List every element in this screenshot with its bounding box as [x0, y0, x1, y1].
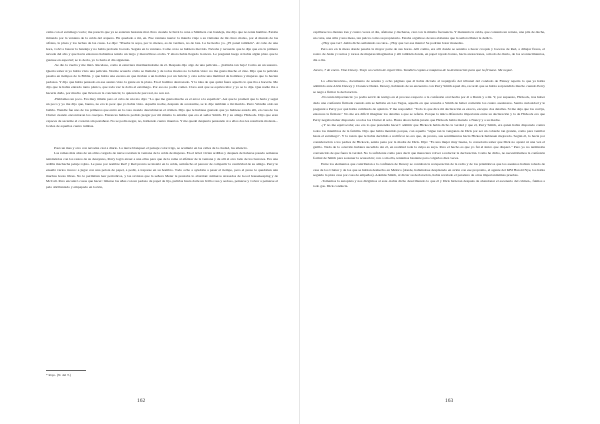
footnote-rule	[46, 370, 86, 371]
paragraph: -Se dio la vuelta y me miró. Recelaso, como si estuviera murmurándome de él. Después dijo algo de una película... ¿hablaba tan bajo! Como en un susurro. Quería saber si yo había visto una película. Norme acuerdo cómo se llamaba y de todos modos no la había visto: no me gusta mucho el cine. Dijo que la película pasaba en tiempos de la Biblia. y que había una escena en que tiraban a un hombre por un balcón y caía sobre una multitud de hombres y mujeres que lo hacían pedazos. Y dijo que había pensado en ese asunto visto la gente en la plaza. En el hombre destrozado. Y la idea de que quizá fuera aquello lo que iba a hacerle. Me dijo que le había entrado tanto pánico, que toda vez le dolía el estómago. Por eso no podía comer. Claro está que se equivocaba: y yo se lo dije. Que nadie iba a hacerle daño, por mucho que lleven en la conciencia; lo quieren de paz real, no son así.	[46, 63, 278, 96]
footnote: * Rojo. (N. del T.)	[46, 373, 71, 377]
right-page-text	[313, 30, 545, 190]
paragraph: Entre los elementos que contribuían a la confianza de Dewey se contaban la recuperación de la radio y de los prismáticos que los asesinos habían robado de casa de los Clutter y de los que se habían deshecho en México (donde, habiéndose desplazado en avión con ese propósito, el agente del KBI Harold Nye, los había seguido la pista casa por casa de empeños). Además Smith, al dictar su declaración, había revelado el paradero de otras importantísimas pruebas.	[313, 162, 545, 178]
paragraph: Pasó un mes y otro con nevadas casi a diario. La nieve blanqueó el paisaje color trigo, se acumuló en las calles de la ciudad, las silenció.	[54, 145, 248, 150]
paragraph: Las ramas más altas de un olmo cargado de nieve rozaban la ventana de la celda de mujeres. En el árbol vivían ardillas y después de haberse pasado semanas tentándolas con los restos de su desayuno, Perry logró atraer a una ellas para que de la rama al alféizar de la ventana y de allí al otro lado de los barrotes. Era una ardilla machacha pelaje rojizo. Le puso por nombre Red' y Red pronto se instaló en la celda, satisfecho al parecer de compartir la cautividad de su amigo. Perry le enseñó varios trucos: a jugar con una pelota de papel, a pedir, a treparse en su hombro. Todo ocho a ayudaba a pasar el tiempo, pero el preso le quedaban aún muchas horas libres. No le permitían leer periódicos, y las revistas que la señora Meier le prestaba lo aburrían: números atrasados de Good housekeeping y de McCall. Pero encontró cosas que hacer: limarse las uñas con un pedazo de papel de lija, pulirlas hasta darle un brillo rosa y sedoso, peinarse y volver a peinarse el pelo abrillantado y empapado en loción,	[46, 151, 278, 189]
page-number-left: 162	[137, 398, 146, 404]
paragraph: -¡Hay que ver! -había dicho señalando su catre-. ¡Hay que ver esa manta! Se podrían botar monedas.	[321, 41, 464, 46]
paragraph: -Hablamos un poco. Era muy tímido pero al cabo de un rato dijo: "Lo que me gusta mucho es el arroz a la española". Así que le prometí que lo haría y seguí un poco y yo me dijo que, bueno, no era lo peor que yo había visto. Aquella noche, después de acostarme, se lo dije también a mi marido. Perro Wendle oído un bulldo. Wendle fue uno de los primeros que entró en la casa cuando descubrieron el crimen. Dijo que le hubiese gustado que yo hubiese estado allí, en casa de los Clutter cuando encontraron los cuerpos. Entonces hubiera podido juzgar por mí misma lo amable que era el señor Smith. El y su amigo Hickock. Dijo que eran capaces de sacarme el corazón sin pestañear. No se podía negar, no, habiendo cuatro muertos. Y me quedé despierta pensando si a ellos dos les resultaría molesta... la idea de aquellos cuatro tumbas.	[46, 96, 278, 129]
paragraph: -¡Y no me equivocaba; eso era lo que pretendía hacer!: admitir que Hickock había dicho la verdad y que él, Perry Smith, era quien había disparado contra todos los miembros de la familia. Dijo que había mentido porque, con aquello "sigue tan la venganza de Dick por ser un cobarde tan grande, como para ventilar hasta el estómago". Y la razón que le había decidido a rectificar no era que, de pronto, sus sentimientos hacia Hickock hubiesen mejorado. Según él, lo hacía por consideración a los padres de Hickock, sentía pena por la madre de Dick. Dijo: "Es una mujer muy buena, lo consolaría saber que Dick no apretó ni una vez el gatillo. Nada de lo ocurrido hubiera sucedido sin él, en realidad toda la culpa es suya. Pero el hecho es que yo fui el único que disparó." Pero yo no terminaba convencido de que fuera la verdad. No lo suficiente como para decir que mereciera volver a redactar la declaración. Como he dicho, no necesitábamos la confesión formal de Smith para sostener la acusación; con o sin ella, teníamos bastante para colgarlos diez veces.	[313, 123, 545, 161]
paragraph: -Tomamos la autopista y nos dirigimos al este -había dicho describiendo lo que él y Dick hicieron después de abandonar el escenario del crimen-, fuimos a todo gas. Dick conducía.	[313, 178, 545, 189]
left-page-text	[46, 30, 278, 190]
diary-entry: Jueves, 7 de enero. Vino Dewey. Trajo un cartón de cigarrillos. También copias a máquina de la declaración para que la firmase. Me negué.	[313, 68, 513, 73]
paragraph: -No tenía importancia: yo podía servir de testigo en el proceso respecto a la confesión oral hecha por él a Duntz y a mí. Y, por supuesto, Hickock, tras haber dado una confesión firmada cuando aún se hallaba en Las Vegas, aquella en que acusaba a Smith de haber cometido los cuatro asesinatos. Sentía curiosidad y le pregunté a Perry por qué había cambiado de opinión. Y me respondió: "Todo lo que dice mi declaración es exacto, excepto dos detalles. Si me deja que los corrija, entonces la firmaré." No me era difícil imaginar los detalles a que se refería. Porque la única diferencia importante entre su declaración y la de Hickock era que Perry negaba haber disparado a todos los Clutter él solo. Hasta ahora había jurado que Hickock había matado a Nancy y a su madre.	[313, 95, 545, 122]
paragraph: La «Declaración», documento de setenta y ocho páginas que él había dictado al taquígrafo del tribunal del condado de Finney repetía lo que ya había admitido ante Alvin Dewey y Clarence Duntz. Dewey, hablando de su encuentro con Perry Smith aquel día, recordó que se había sorprendido mucho cuando Perry se negó a firmar la declaración.	[313, 78, 545, 94]
paragraph: Pero era en la mesa donde pasaba la mayor parte de sus horas. Allí comía, era allí donde se sentaba a hacer croquis y bocetos de Red, a dibujar flores, el rostro de Jesús y rostros y torsos de mujeres imaginarias y allí también donde, en papel rayado barato, hacia anotaciones, a modo de diario, de los acontecimientos, día a día.	[313, 46, 545, 62]
paragraph: cama con el estómago vacío; me pareció que ya se estarían bastante mal. Pero cuando le llevé la cena a Smithers con bandeja, me dijo que no tenía hambre. Estaba mirando por la ventana de la celda del arquero. Ha quedado a mi, en. Fue ventana tuerta: la mierda viaje a su visitante de mi cinco malso, por el mundo de las alfoles, la plaza y los leches de las casas. Le dije: "Pruebe la sopa, por lo menos, es de verdura, no de lata. La he hecho yo. ¿El panal también". Al cabo de una hora, volví a buscar la bandeja y no había probado bocado. Seguía en la ventana. Como si no se hubiera movido. Nevaba y recuerdo que le dije que era la primera nevada del año y que hacía entonces habíamos tenido un largo y maravilloso otoño. Y ahora había llegado la nieve. Le pregunté luego si había algún plato que le gustase en especial; se lo decía, yo lo haría al día siguiente.	[46, 30, 278, 62]
paragraph: cepillarse los dientes tres y cuatro veces al día, afeitarse y ducharse, casi con la misma frecuencia. Y mantenía la celda, que contenía un retrete, una pila de ducha, un catre, una silla y una mesa, tan pulcra como su propietario. Estaba orgulloso de una alabanza que la señora Meier le dedicó.	[313, 30, 545, 40]
page-number-right: 163	[445, 398, 454, 404]
